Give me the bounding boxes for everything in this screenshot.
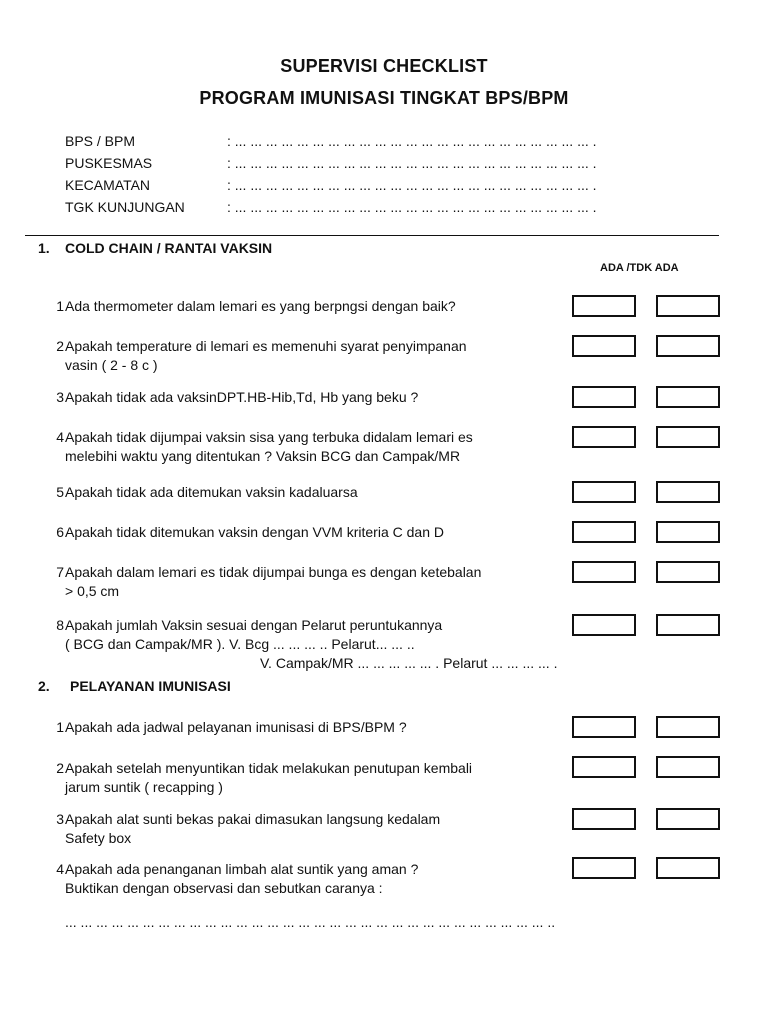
item-question: Apakah dalam lemari es tidak dijumpai bunga es dengan ketebalan [65, 564, 482, 580]
item-number: 2 [56, 338, 64, 354]
item-number: 7 [56, 564, 64, 580]
field-fill-line[interactable]: : ... ... ... ... ... ... ... ... ... ... ... ... ... ... ... ... ... ... ... ... ... ... ... . [227, 133, 597, 149]
column-header-ada-tdk-ada: ADA /TDK ADA [600, 262, 679, 274]
checkbox-tdk-ada[interactable] [656, 808, 720, 830]
item-number: 1 [56, 298, 64, 314]
field-fill-line[interactable]: : ... ... ... ... ... ... ... ... ... ... ... ... ... ... ... ... ... ... ... ... ... ... ... . [227, 199, 597, 215]
checkbox-ada[interactable] [572, 386, 636, 408]
checkbox-ada[interactable] [572, 335, 636, 357]
checkbox-tdk-ada[interactable] [656, 386, 720, 408]
document-title: SUPERVISI CHECKLIST [280, 56, 488, 76]
document-subtitle: PROGRAM IMUNISASI TINGKAT BPS/BPM [199, 88, 569, 108]
item-question: Apakah alat sunti bekas pakai dimasukan langsung kedalam [65, 811, 441, 827]
checkbox-tdk-ada[interactable] [656, 335, 720, 357]
checkbox-tdk-ada[interactable] [656, 756, 720, 778]
item-number: 4 [56, 429, 64, 445]
item-number: 3 [56, 389, 64, 405]
field-label: PUSKESMAS [65, 155, 153, 171]
checkbox-ada[interactable] [572, 521, 636, 543]
checkbox-ada[interactable] [572, 857, 636, 879]
item-question-continued: > 0,5 cm [65, 583, 120, 599]
item-question: Apakah tidak ditemukan vaksin dengan VVM kriteria C dan D [65, 524, 444, 540]
item-question: Apakah ada jadwal pelayanan imunisasi di BPS/BPM ? [65, 719, 407, 735]
item-question: Apakah temperature di lemari es memenuhi syarat penyimpanan [65, 338, 467, 354]
field-fill-line[interactable]: : ... ... ... ... ... ... ... ... ... ... ... ... ... ... ... ... ... ... ... ... ... ... ... . [227, 177, 597, 193]
item-question-continued: jarum suntik ( recapping ) [65, 779, 223, 795]
item-question-continued: Safety box [65, 830, 132, 846]
item-question: Apakah ada penanganan limbah alat suntik yang aman ? [65, 861, 419, 877]
item-question: Apakah tidak dijumpai vaksin sisa yang terbuka didalam lemari es [65, 429, 473, 445]
item-question: Apakah tidak ada ditemukan vaksin kadaluarsa [65, 484, 358, 500]
field-label: TGK KUNJUNGAN [65, 199, 185, 215]
checkbox-tdk-ada[interactable] [656, 614, 720, 636]
checkbox-ada[interactable] [572, 756, 636, 778]
checkbox-ada[interactable] [572, 295, 636, 317]
checkbox-tdk-ada[interactable] [656, 426, 720, 448]
item-question: Apakah setelah menyuntikan tidak melakukan penutupan kembali [65, 760, 473, 776]
item-number: 6 [56, 524, 64, 540]
checkbox-ada[interactable] [572, 716, 636, 738]
item-question-continued: ( BCG dan Campak/MR ). V. Bcg ... ... ... .. Pelarut... ... .. [65, 636, 415, 652]
item-number: 3 [56, 811, 64, 827]
item-number: 1 [56, 719, 64, 735]
checkbox-ada[interactable] [572, 426, 636, 448]
item-question-continued: melebihi waktu yang ditentukan ? Vaksin BCG dan Campak/MR [65, 448, 461, 464]
checkbox-tdk-ada[interactable] [656, 521, 720, 543]
checkbox-tdk-ada[interactable] [656, 561, 720, 583]
item-question-continued: V. Campak/MR ... ... ... ... ... . Pelarut ... ... ... ... . [260, 655, 558, 671]
item-number: 2 [56, 760, 64, 776]
section-title: COLD CHAIN / RANTAI VAKSIN [65, 240, 273, 256]
checkbox-tdk-ada[interactable] [656, 857, 720, 879]
checkbox-tdk-ada[interactable] [656, 716, 720, 738]
section-number: 1. [38, 240, 50, 256]
item-question: Ada thermometer dalam lemari es yang berpngsi dengan baik? [65, 298, 456, 314]
checkbox-ada[interactable] [572, 561, 636, 583]
field-label: BPS / BPM [65, 133, 136, 149]
item-number: 5 [56, 484, 64, 500]
header-divider [25, 235, 719, 236]
item-number: 4 [56, 861, 64, 877]
answer-fill-line[interactable]: ... ... ... ... ... ... ... ... ... ... ... ... ... ... ... ... ... ... ... ... ... ... ... ... ... ... ... ... ... ... ... .. [65, 914, 556, 930]
checkbox-ada[interactable] [572, 808, 636, 830]
section-title: PELAYANAN IMUNISASI [70, 678, 231, 694]
checkbox-tdk-ada[interactable] [656, 481, 720, 503]
item-question-continued: vasin ( 2 - 8 c ) [65, 357, 158, 373]
field-label: KECAMATAN [65, 177, 151, 193]
checkbox-ada[interactable] [572, 481, 636, 503]
checkbox-ada[interactable] [572, 614, 636, 636]
checkbox-tdk-ada[interactable] [656, 295, 720, 317]
item-question: Apakah tidak ada vaksinDPT.HB-Hib,Td, Hb yang beku ? [65, 389, 419, 405]
field-fill-line[interactable]: : ... ... ... ... ... ... ... ... ... ... ... ... ... ... ... ... ... ... ... ... ... ... ... . [227, 155, 597, 171]
item-question-continued: Buktikan dengan observasi dan sebutkan caranya : [65, 880, 383, 896]
section-number: 2. [38, 678, 50, 694]
item-question: Apakah jumlah Vaksin sesuai dengan Pelarut peruntukannya [65, 617, 443, 633]
item-number: 8 [56, 617, 64, 633]
